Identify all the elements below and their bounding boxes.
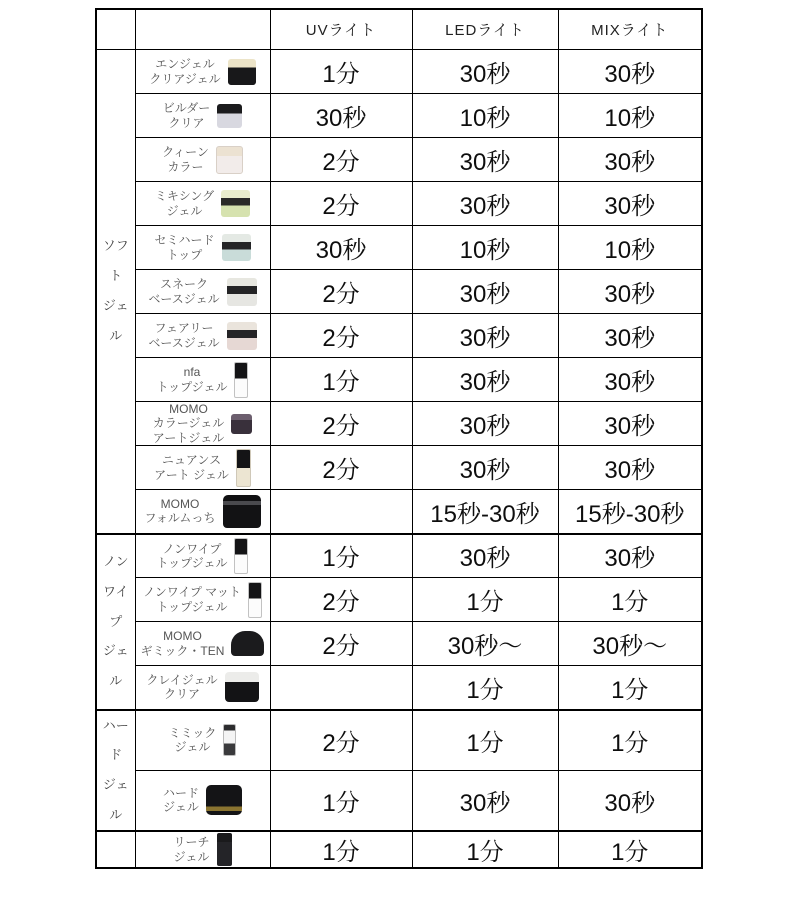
time-cell-uv: 2分 — [270, 270, 412, 314]
time-cell-led: 30秒 — [412, 446, 558, 490]
table-row — [96, 446, 702, 490]
time-cell-uv: 1分 — [270, 831, 412, 868]
time-cell-led: 30秒 — [412, 534, 558, 578]
time-cell-mix: 30秒 — [558, 314, 702, 358]
time-cell-led: 1分 — [412, 831, 558, 868]
time-cell-uv: 2分 — [270, 578, 412, 622]
group-cell-soft-gel — [96, 50, 135, 534]
time-cell-led: 1分 — [412, 578, 558, 622]
product-cell — [135, 446, 270, 490]
gel-bottle-icon — [217, 833, 232, 866]
gel-jar-icon — [231, 631, 264, 656]
product-cell — [135, 270, 270, 314]
group-label-line: ジェル — [102, 777, 129, 823]
gel-jar-icon — [221, 190, 250, 217]
table-row — [96, 270, 702, 314]
gel-bottle-icon — [248, 582, 262, 618]
group-label-line: ソフト — [102, 238, 129, 284]
product-name: クレイジェル クリア — [146, 673, 218, 702]
product-name: ミミック ジェル — [168, 725, 217, 755]
group-cell-non-wipe-gel — [96, 534, 135, 710]
time-cell-mix: 30秒 — [558, 182, 702, 226]
product-name: ミキシング ジェル — [154, 189, 215, 218]
group-label-line: ノン — [103, 553, 129, 569]
header-row — [96, 9, 702, 50]
product-cell — [135, 50, 270, 94]
header-cell-mix-light: MIXライト — [558, 9, 702, 50]
time-cell-uv: 2分 — [270, 182, 412, 226]
gel-jar-icon — [223, 495, 261, 528]
product-name: ハード ジェル — [162, 786, 199, 815]
time-cell-mix: 30秒 — [558, 770, 702, 831]
gel-jar-icon — [227, 278, 257, 306]
time-cell-led: 30秒 — [412, 358, 558, 402]
header-cell-uv-light: UVライト — [270, 9, 412, 50]
product-name: MOMO ギミック・TEN — [140, 629, 225, 658]
time-cell-led: 30秒 — [412, 314, 558, 358]
gel-jar-icon — [231, 414, 252, 434]
table-row — [96, 622, 702, 666]
product-name: nfa トップジェル — [156, 365, 228, 394]
product-cell — [135, 622, 270, 666]
group-cell-hard-gel — [96, 710, 135, 832]
time-cell-mix: 10秒 — [558, 94, 702, 138]
time-cell-mix: 1分 — [558, 710, 702, 771]
table-row — [96, 770, 702, 831]
product-cell — [135, 490, 270, 534]
time-cell-led: 30秒 — [412, 50, 558, 94]
time-cell-led: 10秒 — [412, 226, 558, 270]
time-cell-uv — [270, 490, 412, 534]
curing-time-table-wrap — [95, 8, 703, 869]
product-cell — [135, 831, 270, 868]
time-cell-uv — [270, 666, 412, 710]
table-row — [96, 710, 702, 771]
group-label-line: ワイプ — [102, 583, 129, 629]
product-name: クィーン カラー — [162, 145, 209, 174]
gel-jar-icon — [206, 785, 242, 815]
product-name: ニュアンス アート ジェル — [154, 453, 229, 482]
time-cell-mix: 30秒 — [558, 534, 702, 578]
time-cell-led: 1分 — [412, 710, 558, 771]
product-cell — [135, 578, 270, 622]
gel-jar-icon — [217, 104, 242, 128]
header-cell-product — [135, 9, 270, 50]
time-cell-mix: 30秒 — [558, 50, 702, 94]
product-name: ノンワイプ マット トップジェル — [143, 585, 241, 614]
group-label-line: ハード — [102, 717, 129, 763]
time-cell-led: 15秒-30秒 — [412, 490, 558, 534]
time-cell-uv: 2分 — [270, 138, 412, 182]
time-cell-mix: 1分 — [558, 666, 702, 710]
table-row — [96, 358, 702, 402]
product-name: MOMO フォルムっち — [144, 497, 216, 526]
group-label-line: ジェル — [102, 298, 129, 344]
gel-jar-icon — [216, 146, 243, 174]
product-cell — [135, 770, 270, 831]
time-cell-mix: 30秒 — [558, 270, 702, 314]
table-row — [96, 138, 702, 182]
group-label-line: ジェル — [102, 643, 129, 689]
time-cell-led: 30秒 — [412, 270, 558, 314]
table-row — [96, 226, 702, 270]
time-cell-uv: 1分 — [270, 534, 412, 578]
time-cell-led: 30秒〜 — [412, 622, 558, 666]
product-cell — [135, 138, 270, 182]
product-cell — [135, 534, 270, 578]
time-cell-mix: 1分 — [558, 578, 702, 622]
group-cell-empty — [96, 831, 135, 868]
product-name: スネーク ベースジェル — [148, 277, 220, 306]
table-row — [96, 534, 702, 578]
gel-bottle-icon — [234, 362, 248, 398]
table-row — [96, 831, 702, 868]
product-cell — [135, 402, 270, 446]
product-name: フェアリー ベースジェル — [148, 321, 220, 350]
time-cell-led: 1分 — [412, 666, 558, 710]
table-row — [96, 666, 702, 710]
gel-tube-icon — [223, 724, 236, 756]
time-cell-led: 30秒 — [412, 138, 558, 182]
product-name: リーチ ジェル — [173, 835, 210, 864]
time-cell-led: 30秒 — [412, 402, 558, 446]
time-cell-mix: 30秒〜 — [558, 622, 702, 666]
header-cell-led-light: LEDライト — [412, 9, 558, 50]
time-cell-uv: 2分 — [270, 710, 412, 771]
time-cell-uv: 2分 — [270, 314, 412, 358]
gel-bottle-icon — [234, 538, 248, 574]
time-cell-uv: 2分 — [270, 446, 412, 490]
time-cell-mix: 30秒 — [558, 138, 702, 182]
product-cell — [135, 182, 270, 226]
gel-bottle-icon — [236, 449, 251, 487]
time-cell-uv: 2分 — [270, 402, 412, 446]
time-cell-led: 30秒 — [412, 182, 558, 226]
product-name: MOMO カラージェル アートジェル — [152, 402, 225, 445]
time-cell-uv: 1分 — [270, 770, 412, 831]
time-cell-mix: 30秒 — [558, 446, 702, 490]
product-cell — [135, 666, 270, 710]
table-row — [96, 490, 702, 534]
product-cell — [135, 710, 270, 771]
time-cell-mix: 30秒 — [558, 402, 702, 446]
product-cell — [135, 226, 270, 270]
time-cell-led: 30秒 — [412, 770, 558, 831]
product-cell — [135, 314, 270, 358]
time-cell-mix: 10秒 — [558, 226, 702, 270]
product-cell — [135, 358, 270, 402]
time-cell-uv: 30秒 — [270, 94, 412, 138]
time-cell-led: 10秒 — [412, 94, 558, 138]
table-row — [96, 578, 702, 622]
table-row — [96, 402, 702, 446]
curing-time-table — [95, 8, 703, 869]
time-cell-uv: 30秒 — [270, 226, 412, 270]
table-row — [96, 50, 702, 94]
product-name: セミハード トップ — [154, 233, 215, 262]
table-row — [96, 182, 702, 226]
product-name: ノンワイプ トップジェル — [156, 541, 228, 570]
time-cell-mix: 1分 — [558, 831, 702, 868]
product-cell — [135, 94, 270, 138]
time-cell-uv: 1分 — [270, 358, 412, 402]
time-cell-uv: 2分 — [270, 622, 412, 666]
gel-jar-icon — [222, 234, 251, 261]
gel-jar-icon — [228, 59, 256, 85]
table-row — [96, 94, 702, 138]
gel-jar-icon — [227, 322, 257, 350]
product-name: エンジェル クリアジェル — [149, 57, 221, 86]
time-cell-uv: 1分 — [270, 50, 412, 94]
table-row — [96, 314, 702, 358]
gel-jar-icon — [225, 672, 259, 702]
time-cell-mix: 30秒 — [558, 358, 702, 402]
header-cell-group — [96, 9, 135, 50]
product-name: ビルダー クリア — [162, 101, 211, 130]
time-cell-mix: 15秒-30秒 — [558, 490, 702, 534]
